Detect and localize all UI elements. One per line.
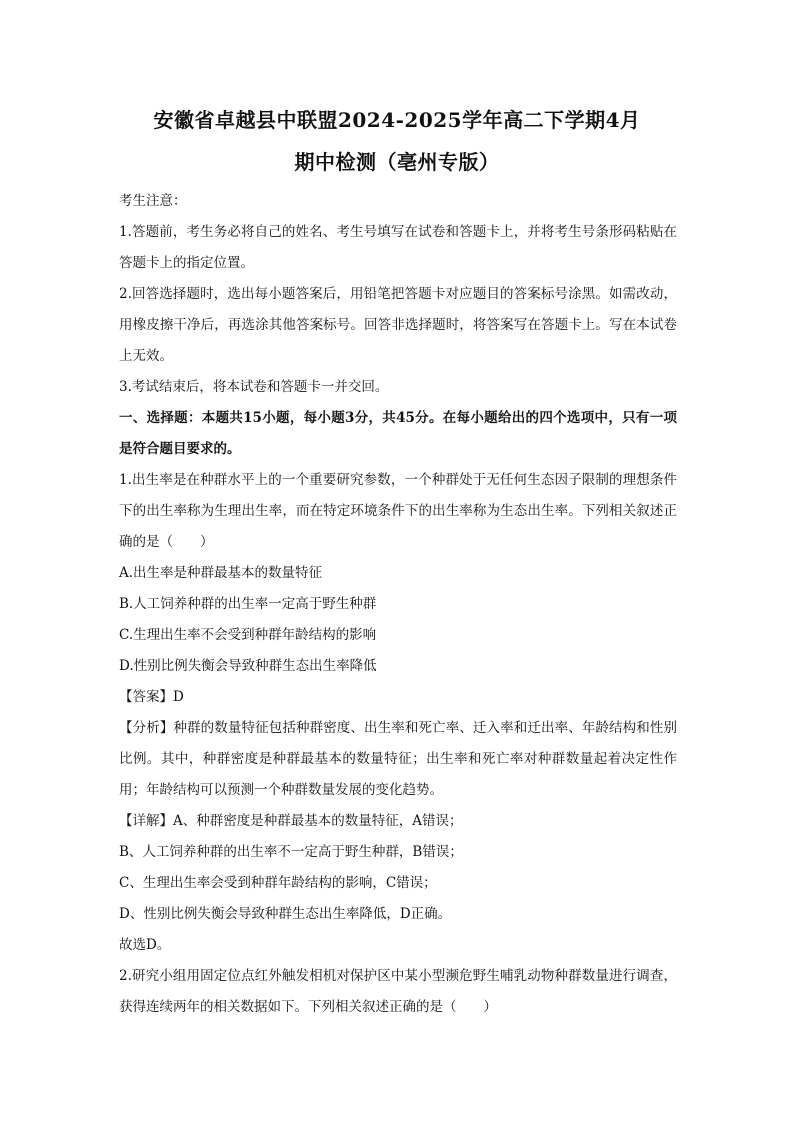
answer-label: 【答案】 [119,689,173,705]
analysis-paragraph [119,713,677,806]
answer-line [119,682,677,713]
document-body [119,186,677,1023]
detail-line: C、生理出生率会受到种群年龄结构的影响，C错误； [119,875,437,891]
detail-label: 【详解】 [119,813,173,829]
analysis-label: 【分析】 [119,720,174,736]
question-option: D.性别比例失衡会导致种群生态出生率降低 [119,658,377,674]
conclusion-line: 故选D。 [119,937,171,953]
notice-item: 3.考试结束后，将本试卷和答题卡一并交回。 [119,379,389,395]
question-stem: 1.出生率是在种群水平上的一个重要研究参数，一个种群处于无任何生态因子限制的理想条件下的出生率称为生理出生率，而在特定环境条件下的出生率称为生态出生率。下列相关叙述正确的是（ ） [119,472,677,550]
detail-line [119,806,677,837]
question-option: C.生理出生率不会受到种群年龄结构的影响 [119,627,377,643]
notice-item: 1.答题前，考生务必将自己的姓名、考生号填写在试卷和答题卡上，并将考生号条形码粘贴在答题卡上的指定位置。 [119,224,677,271]
notice-item: 2.回答选择题时，选出每小题答案后，用铅笔把答题卡对应题目的答案标号涂黑。如需改动，用橡皮擦干净后，再选涂其他答案标号。回答非选择题时，将答案写在答题卡上。写在本试卷上无效。 [119,286,677,364]
section-heading: 一、选择题：本题共15小题，每小题3分，共45分。在每小题给出的四个选项中，只有一项是符合题目要求的。 [119,410,677,457]
answer-value: D [173,689,184,705]
question-stem: 2.研究小组用固定位点红外触发相机对保护区中某小型濒危野生哺乳动物种群数量进行调查，获得连续两年的相关数据如下。下列相关叙述正确的是（ ） [119,968,677,1015]
notice-heading: 考生注意： [119,193,187,209]
question-option: A.出生率是种群最基本的数量特征 [119,565,323,581]
document-title-line1: 安徽省卓越县中联盟2024-2025学年高二下学期4月 [153,108,641,132]
detail-line: B、人工饲养种群的出生率不一定高于野生种群，B错误； [119,844,463,860]
detail-text: A、种群密度是种群最基本的数量特征，A错误； [173,813,463,829]
question-option: B.人工饲养种群的出生率一定高于野生种群 [119,596,377,612]
document-title-line2: 期中检测（亳州专版） [294,150,500,174]
detail-line: D、性别比例失衡会导致种群生态出生率降低，D正确。 [119,906,452,922]
analysis-text: 种群的数量特征包括种群密度、出生率和死亡率、迁入率和迁出率、年龄结构和性别比例。其中，种群密度是种群最基本的数量特征；出生率和死亡率对种群数量起着决定性作用；年龄结构可以预测一个种群数量发展的变化趋势。 [119,720,678,798]
